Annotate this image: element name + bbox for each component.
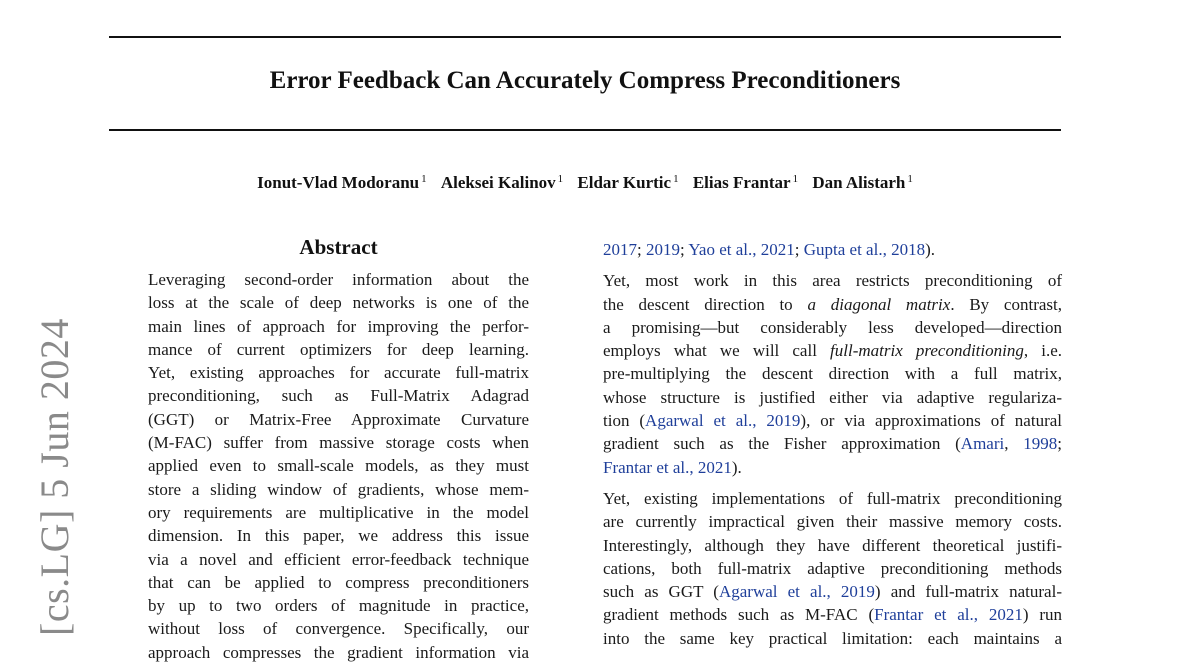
text-span: ), or via approximations of natural [800,411,1063,431]
abstract-line: mance of current optimizers for deep learning. [148,339,529,359]
paragraph-line [603,432,1062,455]
abstract-line: loss at the scale of deep networks is one of the [148,293,529,313]
author-affiliation: 1 [673,173,679,185]
abstract-line: preconditioning, such as Full-Matrix Adagrad [148,386,529,406]
right-column-body [603,238,1062,650]
paragraph-line [603,293,1062,316]
paper-title: Error Feedback Can Accurately Compress Preconditioners [269,67,901,94]
text-span: ; [679,240,689,259]
text-span: employs what we will call [603,341,831,361]
author-name: Aleksei Kalinov [440,173,556,192]
paragraph-line [603,603,1062,626]
author [577,173,678,192]
paragraph-line [603,409,1062,432]
author [441,173,563,192]
citation-link[interactable]: Amari [960,434,1005,454]
citation-link[interactable]: Agarwal et al., 2019 [718,582,875,602]
paragraph-gap [603,261,1062,269]
paragraph-line [603,238,1062,261]
citation-link[interactable]: 2017 [603,240,637,259]
citation-link[interactable]: Gupta et al., 2018 [803,240,926,259]
paragraph-line: are currently impractical given their massive memory costs. [603,512,1062,532]
citation-link[interactable]: Agarwal et al., 2019 [645,411,801,431]
abstract-line: (GGT) or Matrix-Free Approximate Curvature [148,409,529,429]
emphasis-text: full-matrix preconditioning [830,341,1024,361]
text-span: ). [925,240,935,259]
author-affiliation: 1 [421,173,427,185]
citation-link[interactable]: 2019 [645,240,680,259]
text-span: ; [1057,434,1062,454]
text-span: gradient such as the Fisher approximation ( [603,434,961,454]
abstract-line: applied even to small-scale models, as they must [148,456,529,476]
text-span: ; [637,240,646,259]
abstract-line: via a novel and efficient error-feedback technique [148,549,529,569]
citation-link[interactable]: 1998 [1023,434,1058,454]
abstract-body [148,268,529,664]
abstract-line: approach compresses the gradient information via [148,642,529,662]
text-span: ; [794,240,804,259]
paragraph-line: pre-multiplying the descent direction with a full matrix, [603,364,1062,384]
abstract-line: dimension. In this paper, we address this issue [148,526,529,546]
text-span: ) run [1022,605,1063,625]
author-name: Dan Alistarh [812,173,906,192]
emphasis-text: a diagonal matrix [807,294,951,314]
citation-link[interactable]: Frantar et al., 2021 [874,605,1023,625]
text-span: ). [731,457,742,477]
abstract-line: without loss of convergence. Specifically, our [148,619,529,639]
author-affiliation: 1 [907,173,913,185]
text-span: , i.e. [1023,341,1062,361]
paragraph-line: into the same key practical limitation: each maintains a [603,628,1062,648]
text-span: ) and full-matrix natural- [874,582,1062,602]
abstract-line: that can be applied to compress preconditioners [148,572,529,592]
paragraph-line: Yet, existing implementations of full-matrix preconditioning [603,488,1062,508]
paragraph-line: cations, both full-matrix adaptive preconditioning methods [603,558,1062,578]
text-span: tion ( [603,411,646,431]
title-rule-bottom [109,129,1061,131]
author-affiliation: 1 [792,173,799,185]
abstract-heading: Abstract [299,235,378,259]
author [812,173,913,192]
citation-link[interactable]: Yao et al., 2021 [688,240,795,259]
author-name: Elias Frantar [692,173,791,192]
paragraph-gap [603,479,1062,487]
title-rule-top [109,36,1061,38]
paragraph-line: a promising—but considerably less developed—direction [603,317,1062,337]
citation-link[interactable]: Frantar et al., 2021 [603,457,732,477]
arxiv-stamp: [cs.LG] 5 Jun 2024 [32,318,77,636]
author-name: Eldar Kurtic [577,173,672,192]
text-span: , [1004,434,1024,454]
paragraph-line: Interestingly, although they have different theoretical justifi- [603,535,1062,555]
abstract-line: Leveraging second-order information about the [148,270,529,289]
abstract-line: main lines of approach for improving the perfor- [148,316,529,336]
author [693,173,798,192]
text-span: the descent direction to [603,294,808,314]
text-span: such as GGT ( [603,582,719,602]
paragraph-line: Yet, most work in this area restricts preconditioning of [603,271,1062,291]
author-name: Ionut-Vlad Modoranu [257,173,420,192]
abstract-line: Yet, existing approaches for accurate full-matrix [148,363,529,383]
paragraph-line: whose structure is justified either via adaptive regulariza- [603,387,1062,407]
author-affiliation: 1 [557,173,564,185]
abstract-line: (M-FAC) suffer from massive storage costs when [148,433,529,453]
abstract-line: store a sliding window of gradients, whose mem- [148,479,529,499]
paragraph-line [603,339,1062,362]
author [257,173,427,192]
author-list [109,173,1061,193]
text-span: gradient methods such as M-FAC ( [603,605,875,625]
text-span: . By contrast, [950,294,1062,314]
paragraph-line [603,580,1062,603]
abstract-line: by up to two orders of magnitude in practice, [148,596,529,616]
paragraph-line [603,456,1062,479]
abstract-line: ory requirements are multiplicative in the model [148,502,529,522]
